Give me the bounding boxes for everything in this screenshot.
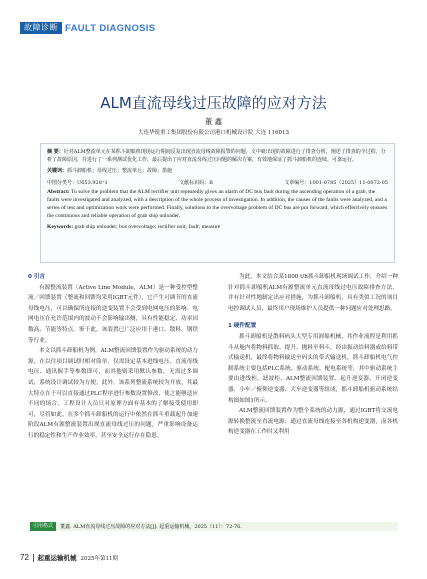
- affiliation: 大连华锐重工集团股份有限公司港口机械设计院 大连 116013: [138, 130, 289, 136]
- abstract-en: [47, 188, 388, 220]
- keywords-en: [47, 223, 388, 231]
- page-number: 72: [20, 553, 29, 562]
- abstract-cn: [47, 148, 388, 164]
- section-0-title: 0 引言: [28, 274, 46, 280]
- paragraph: 抓斗卸船机是散料码头大型专用卸船机械，其作业流程是利用抓斗从舱内将物料抓取、提升、抛料至料斗，经由振动给料器或给料带式输送机，最终将物料输送至码头的带式输送机。抓斗卸船机电气控制系统主要包括PLC系统、驱动系统、配电系统等，其中驱动系统主要由进线柜、滤波柜、ALM整流回馈装置、起升逆变器、开闭逆变器、小车／俯仰逆变器、大车逆变器等组成，抓斗卸船机驱动系统结构图如图1所示。: [228, 333, 398, 404]
- page-footer: [20, 553, 118, 562]
- citation-bar: [30, 522, 398, 531]
- keywords-en-text: grab ship unloader; bus overvoltage; rectifier unit; fault; measure: [74, 224, 221, 231]
- abstract-en-label: Abstract:: [47, 189, 70, 195]
- keywords-cn-text: 抓斗卸船机；母线过压；整流单元；故障；措施: [67, 168, 173, 174]
- right-column: [228, 272, 398, 438]
- keywords-en-label: Keywords:: [47, 224, 74, 231]
- clc-value: U653.928⁺1: [77, 180, 108, 186]
- article-title: ALM直流母线过压故障的应对方法: [100, 94, 327, 112]
- article-id-value: 1001-0785（2025）11-0072-05: [309, 180, 388, 186]
- section-header: [20, 22, 155, 34]
- abstract-cn-text: 针对ALM整流单元在某抓斗卸船机现场运行期间反复出现直流母线故障报警的问题，文中就出现的故障进行了排查分析，阐述了排查的全过程，分析了故障原因，并进行了一系列测试优化工作，最后提出了应对直流母线过压问题的解决方案，有效地保证了抓斗卸船机的连续、可靠运行。: [47, 149, 386, 163]
- paragraph: ALM整流回馈装置作为整个系统的动力源，通过IGBT将交流电源转换整流至直流电源；通过直流母线连接至各机构逆变器，而各机构逆变器在工作时又利用: [228, 408, 398, 436]
- keywords-cn-label: 关键词：: [47, 168, 68, 174]
- citation-tag: 引用格式: [30, 522, 56, 531]
- issue-label: 2025年第11期: [80, 555, 118, 562]
- abstract-en-text: To solve the problem that the ALM rectifier unit repeatedly gives an alarm of DC bus fault during the ascending operation of a grab, the faults were investigated and analyzed, with a description of the whole process of investigation. In addition, the causes of the faults were analyzed, and a series of test and optimization work were performed. Finally, solutions to the overvoltage problem of DC bus are put forward, which effectively ensures the continuous and reliable operation of grab ship unloader.: [47, 189, 388, 220]
- citation-text: 董鑫. ALM直流母线过压故障的应对方法[J]. 起重运输机械，2025（11）：72-76.: [60, 524, 242, 530]
- classification-row: [47, 179, 388, 186]
- paragraph: 有源整流装置（Active Line Module，ALM）是一种受控型整流／回馈装置（整流和回馈均采用IGBT元件），它产生可调节的直流母线电压，可以确保所连接的逆变装置不会受到电网电压的影响。电网电压在允许范围内的波动不会影响输出侧，具有性能稳定、功率因数高、节能等特点。鉴于此，该装置已广泛应用于港口、散料、钢铁等行业。: [28, 284, 198, 344]
- footer-divider: [33, 554, 34, 562]
- section-1-title: 1 硬件配置: [228, 323, 257, 330]
- doc-code-label: 文献标识码：: [179, 180, 210, 186]
- paragraph: 本文以抓斗卸船机为例，ALM整流回馈装置作为驱动系统的动力源，在以往项目调试时相对简单，仅需设定基本进线电压、直流母线电压、通讯握手等参数即可，而其他则采用默认参数，无需过多调试，系统设计调试较为方便。此外，该系列整流系统较为开放，其最大特点在于可以直接通过PLC程序进行参数设置修改，使之能够适应不同的场合。工程设计人员只对原理方面有基本的了解接受使用即可，尽管如此，在多个抓斗卸船机的运行中依然在抓斗重载起升加速阶段ALM有源整流装置出现直流母线过压的问题，严重影响设备运行的稳定性和生产作业效率，甚至安全运行存在隐患。: [28, 348, 198, 439]
- article-id-label: 文章编号：: [284, 180, 310, 186]
- paragraph: 为此，本文结合某1800 t/h抓斗卸船机现场调试工作，介绍一种针对抓斗卸船机ALM有源整流单元直流母线过电压故障排查方法，并有针对性地制定出应对措施，为抓斗卸船机、具有类似工况的项目电控调试人员，最终用户现场维护人员提供一种问题应对处理思路。: [228, 274, 398, 312]
- abstract-box: [40, 143, 395, 263]
- author: 董 鑫: [204, 117, 223, 126]
- abstract-cn-label: 摘 要：: [47, 149, 64, 155]
- left-column: [28, 272, 198, 442]
- clc-label: 中图分类号：: [47, 180, 78, 186]
- magazine-name: 起重运输机械: [37, 554, 77, 562]
- keywords-cn: [47, 167, 388, 175]
- doc-code-value: B: [209, 180, 213, 186]
- category-label-cn: 故障诊断: [20, 22, 62, 34]
- category-label-en: FAULT DIAGNOSIS: [65, 22, 156, 34]
